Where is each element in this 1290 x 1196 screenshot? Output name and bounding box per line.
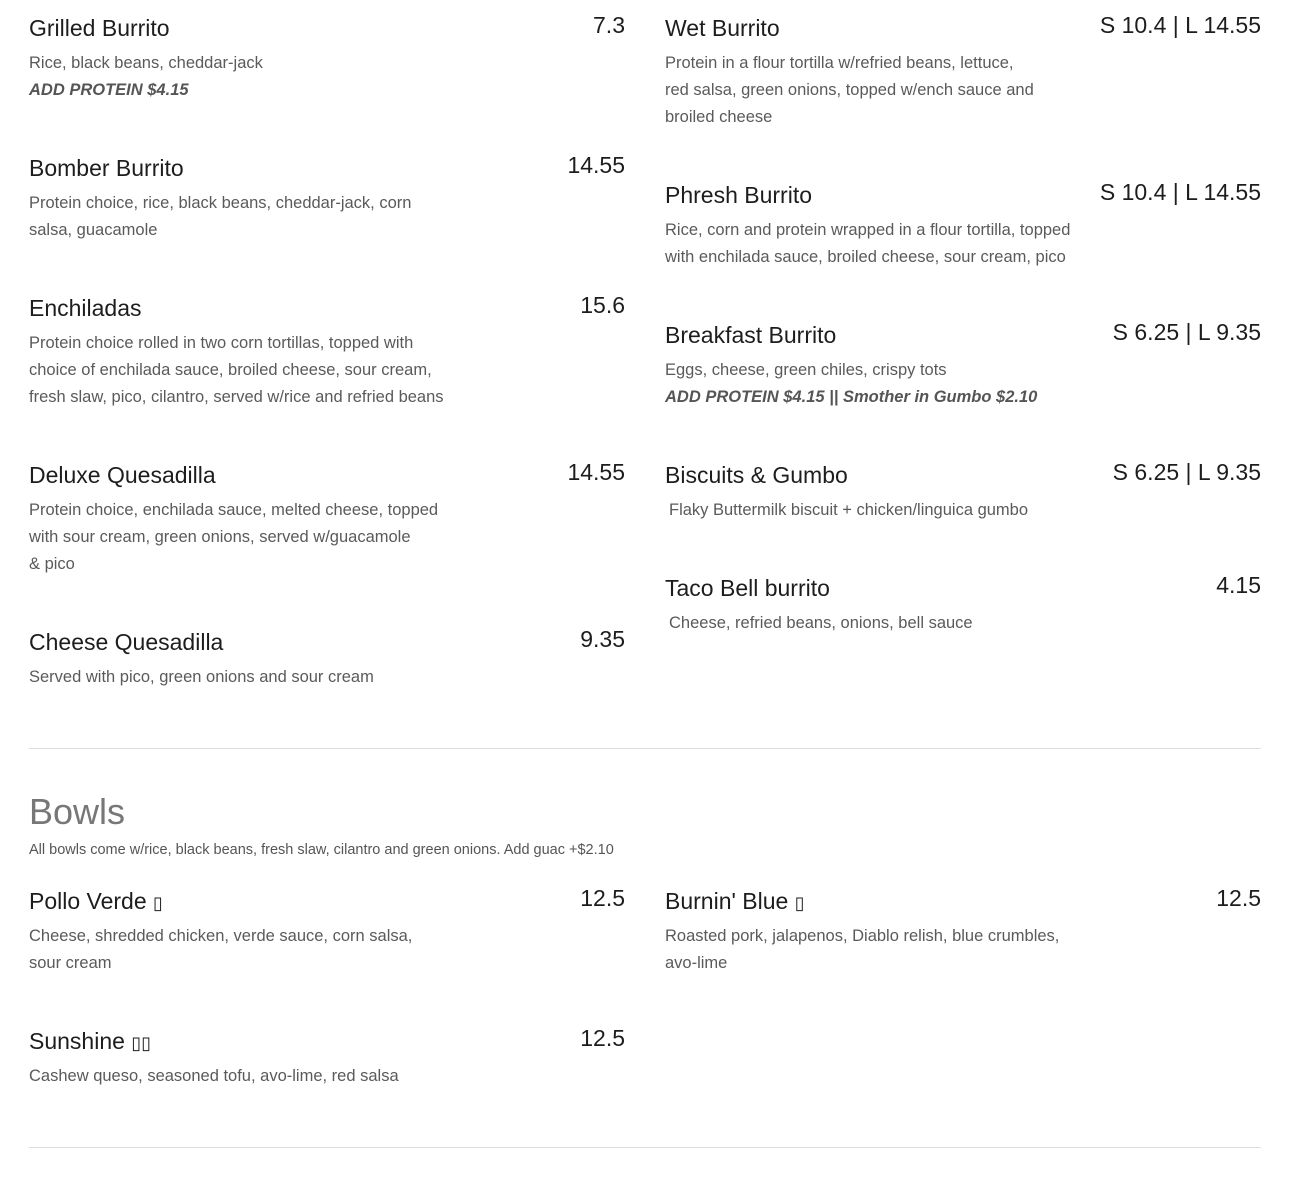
description-line: red salsa, green onions, topped w/ench sauce and bbox=[665, 81, 1034, 99]
description-line: fresh slaw, pico, cilantro, served w/rice and refried beans bbox=[29, 388, 444, 406]
description-line: Cashew queso, seasoned tofu, avo-lime, red salsa bbox=[29, 1067, 399, 1085]
description-line: Cheese, shredded chicken, verde sauce, corn salsa, bbox=[29, 927, 413, 945]
section-title-bowls: Bowls bbox=[29, 791, 126, 832]
description-line: salsa, guacamole bbox=[29, 221, 158, 239]
description-line: choice of enchilada sauce, broiled cheese, sour cream, bbox=[29, 361, 432, 379]
item-name: Deluxe Quesadilla bbox=[29, 462, 216, 488]
item-name: Taco Bell burrito bbox=[665, 575, 830, 601]
item-description bbox=[29, 50, 469, 104]
item-name: Biscuits & Gumbo bbox=[665, 462, 848, 488]
add-protein-note: ADD PROTEIN $4.15 bbox=[29, 81, 189, 99]
section-divider bbox=[29, 1147, 1261, 1148]
item-name bbox=[665, 887, 805, 918]
item-price: 15.6 bbox=[580, 292, 625, 318]
item-description bbox=[29, 497, 469, 578]
item-price: 12.5 bbox=[1216, 885, 1261, 911]
item-name: Enchiladas bbox=[29, 295, 142, 321]
item-name: Breakfast Burrito bbox=[665, 322, 837, 348]
item-name: Phresh Burrito bbox=[665, 182, 813, 208]
item-price: S 10.4 | L 14.55 bbox=[1099, 12, 1261, 38]
description-line: Protein choice, enchilada sauce, melted cheese, topped bbox=[29, 501, 439, 519]
item-price: 12.5 bbox=[580, 1025, 625, 1051]
item-name: Wet Burrito bbox=[665, 15, 780, 41]
item-price: S 6.25 | L 9.35 bbox=[1112, 319, 1261, 345]
description-line: & pico bbox=[29, 555, 75, 573]
description-line: Flaky Buttermilk biscuit + chicken/linguica gumbo bbox=[669, 501, 1029, 519]
item-description bbox=[669, 497, 1109, 524]
item-name-text: Burnin' Blue bbox=[665, 888, 789, 914]
item-price: 14.55 bbox=[567, 152, 625, 178]
item-name: Bomber Burrito bbox=[29, 155, 184, 181]
section-note: All bowls come w/rice, black beans, fresh slaw, cilantro and green onions. Add guac +$2.10 bbox=[29, 842, 614, 858]
item-name-text: Pollo Verde bbox=[29, 888, 147, 914]
item-description bbox=[29, 664, 469, 691]
item-description bbox=[29, 330, 469, 411]
item-description bbox=[29, 1063, 469, 1090]
item-price: S 6.25 | L 9.35 bbox=[1112, 459, 1261, 485]
description-line: Rice, corn and protein wrapped in a flour tortilla, topped bbox=[665, 221, 1071, 239]
item-description bbox=[665, 50, 1105, 131]
item-name bbox=[29, 1027, 151, 1058]
description-line: Roasted pork, jalapenos, Diablo relish, blue crumbles, bbox=[665, 927, 1060, 945]
description-line: Protein choice rolled in two corn tortillas, topped with bbox=[29, 334, 414, 352]
description-line: Served with pico, green onions and sour cream bbox=[29, 668, 374, 686]
item-description bbox=[669, 610, 1109, 637]
spicy-icon: ▯ bbox=[794, 893, 805, 914]
item-name: Cheese Quesadilla bbox=[29, 629, 224, 655]
diet-icon: ▯ bbox=[153, 893, 163, 914]
item-price: S 10.4 | L 14.55 bbox=[1099, 179, 1261, 205]
item-description bbox=[665, 923, 1105, 977]
description-line: Protein choice, rice, black beans, cheddar-jack, corn bbox=[29, 194, 412, 212]
description-line: with enchilada sauce, broiled cheese, sour cream, pico bbox=[665, 248, 1066, 266]
item-price: 14.55 bbox=[567, 459, 625, 485]
item-price: 12.5 bbox=[580, 885, 625, 911]
description-line: sour cream bbox=[29, 954, 112, 972]
item-description bbox=[665, 357, 1105, 411]
description-line: broiled cheese bbox=[665, 108, 773, 126]
item-name: Grilled Burrito bbox=[29, 15, 170, 41]
vegan-icon: ▯▯ bbox=[131, 1033, 152, 1054]
item-name-text: Sunshine bbox=[29, 1028, 125, 1054]
description-line: Eggs, cheese, green chiles, crispy tots bbox=[665, 361, 947, 379]
item-description bbox=[665, 217, 1105, 271]
add-protein-note: ADD PROTEIN $4.15 || Smother in Gumbo $2.10 bbox=[665, 388, 1038, 406]
description-line: Cheese, refried beans, onions, bell sauce bbox=[669, 614, 973, 632]
section-divider bbox=[29, 748, 1261, 749]
item-description bbox=[29, 923, 469, 977]
description-line: with sour cream, green onions, served w/guacamole bbox=[29, 528, 411, 546]
description-line: Protein in a flour tortilla w/refried beans, lettuce, bbox=[665, 54, 1014, 72]
item-description bbox=[29, 190, 469, 244]
item-name bbox=[29, 887, 163, 918]
item-price: 9.35 bbox=[580, 626, 625, 652]
description-line: avo-lime bbox=[665, 954, 728, 972]
description-line: Rice, black beans, cheddar-jack bbox=[29, 54, 263, 72]
item-price: 7.3 bbox=[593, 12, 625, 38]
item-price: 4.15 bbox=[1216, 572, 1261, 598]
